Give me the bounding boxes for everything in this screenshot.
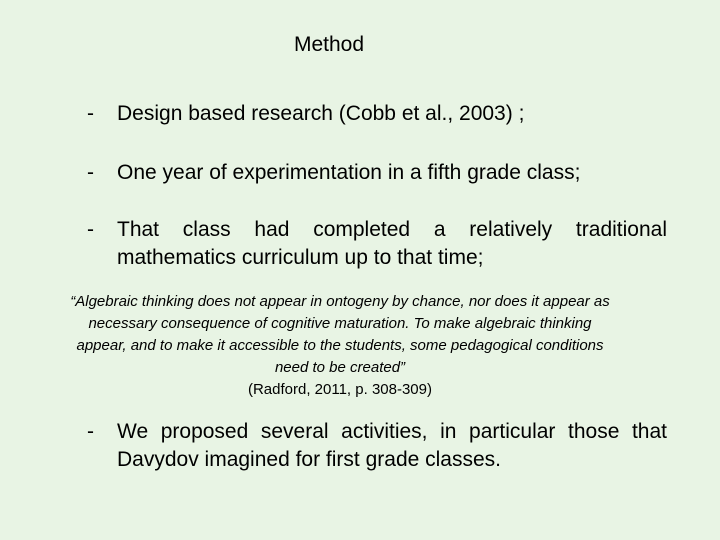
quote-citation: (Radford, 2011, p. 308-309) xyxy=(247,381,432,398)
bullet-dash: - xyxy=(87,218,94,241)
bullet-curriculum xyxy=(87,216,667,272)
quote-text: “Algebraic thinking does not appear in ontogeny by chance, nor does it appear as necessary consequence of cognitive maturation. To make algebraic thinking appear, and to make it accessible to the students, some pedagogical conditions need to be created” xyxy=(70,293,610,376)
radford-quote xyxy=(70,291,610,401)
bullet-dash: - xyxy=(87,161,94,184)
bullet-text: That class had completed a relatively traditional mathematics curriculum up to that time; xyxy=(117,218,667,269)
bullet-design-research xyxy=(87,100,647,128)
bullet-dash: - xyxy=(87,420,94,443)
slide-title: Method xyxy=(294,33,365,56)
bullet-experimentation xyxy=(87,159,647,187)
bullet-dash: - xyxy=(87,102,94,125)
bullet-text: Design based research (Cobb et al., 2003) ; xyxy=(117,102,525,125)
bullet-text: We proposed several activities, in particular those that Davydov imagined for first grade classes. xyxy=(117,420,667,471)
bullet-text: One year of experimentation in a fifth grade class; xyxy=(117,161,581,184)
bullet-activities xyxy=(87,418,667,474)
